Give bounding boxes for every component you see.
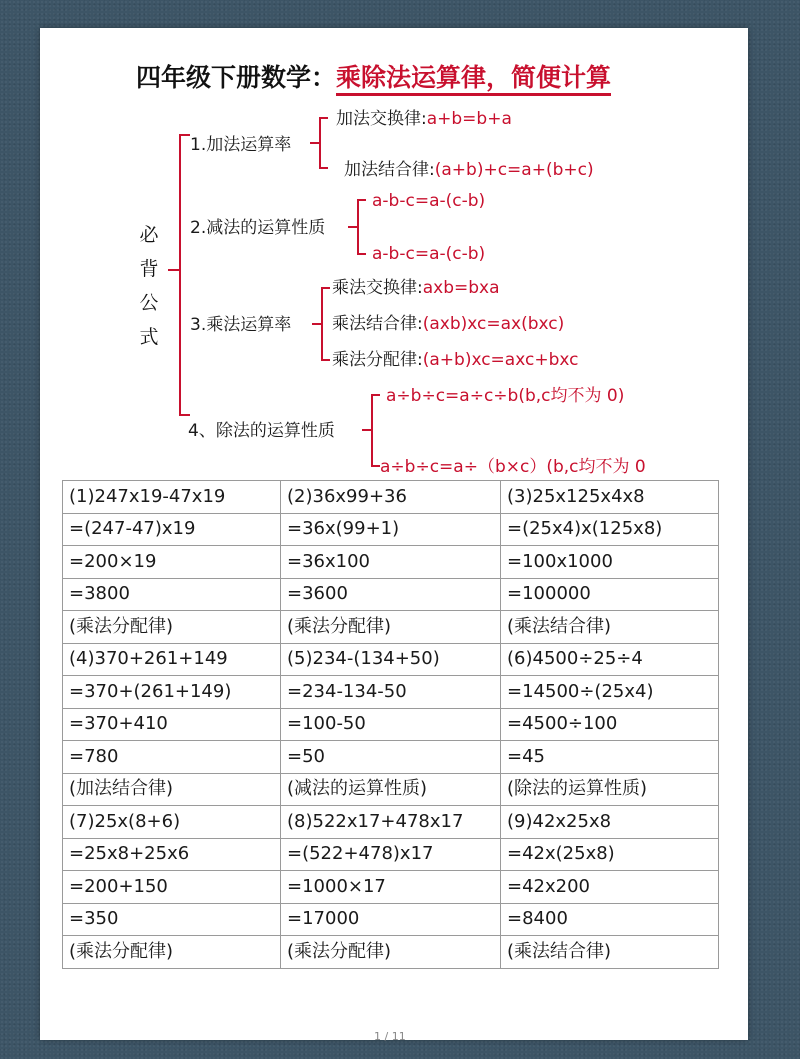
table-row — [63, 741, 719, 774]
step-rewrite: =370+(261+149) — [63, 676, 281, 709]
side-label-char: 必 — [139, 224, 159, 246]
table-row — [63, 481, 719, 514]
mul-dist-label: 乘法分配律: — [332, 350, 423, 370]
step-rewrite: =(247-47)x19 — [63, 513, 281, 546]
table-row — [63, 546, 719, 579]
mul-heading: 3.乘法运算率 — [190, 315, 292, 335]
step-intermediate: =100-50 — [281, 708, 501, 741]
title-prefix: 四年级下册数学： — [136, 63, 337, 92]
step-rewrite: =36x(99+1) — [281, 513, 501, 546]
problem-expression: (1)247x19-47x19 — [63, 481, 281, 514]
mul-dist-rule — [332, 350, 578, 370]
table-row — [63, 773, 719, 806]
problem-expression: (7)25x(8+6) — [63, 806, 281, 839]
mul-bracket — [322, 288, 330, 360]
add-assoc-label: 加法结合律: — [344, 160, 435, 180]
law-name: (乘法分配律) — [281, 936, 501, 969]
add-commute-formula: a+b=b+a — [426, 109, 512, 129]
mul-commute-label: 乘法交换律: — [332, 278, 423, 298]
problem-expression: (8)522x17+478x17 — [281, 806, 501, 839]
law-name: (乘法分配律) — [63, 936, 281, 969]
side-label-char: 背 — [139, 258, 159, 280]
div-rule-1: a÷b÷c=a÷c÷b(b,c均不为 0) — [386, 386, 625, 406]
problem-expression: (2)36x99+36 — [281, 481, 501, 514]
table-row — [63, 643, 719, 676]
div-rule-2: a÷b÷c=a÷（b×c）(b,c均不为 0 — [380, 457, 646, 477]
sub-heading: 2.减法的运算性质 — [190, 218, 326, 238]
add-heading: 1.加法运算率 — [190, 135, 292, 155]
step-result: =3600 — [281, 578, 501, 611]
step-result: =100000 — [501, 578, 719, 611]
mul-assoc-rule — [332, 314, 564, 334]
problem-expression: (5)234-(134+50) — [281, 643, 501, 676]
add-commute-rule — [336, 109, 512, 129]
add-commute-label: 加法交换律: — [336, 109, 427, 129]
law-name: (乘法分配律) — [63, 611, 281, 644]
mul-assoc-label: 乘法结合律: — [332, 314, 423, 334]
step-result: =780 — [63, 741, 281, 774]
page-number: 1 / 11 — [374, 1030, 406, 1043]
side-label-char: 公 — [139, 292, 159, 314]
table-row — [63, 513, 719, 546]
step-result: =350 — [63, 903, 281, 936]
step-rewrite: =(25x4)x(125x8) — [501, 513, 719, 546]
main-bracket — [180, 135, 190, 415]
mul-commute-formula: axb=bxa — [422, 278, 500, 298]
add-bracket — [320, 118, 328, 168]
problem-expression: (6)4500÷25÷4 — [501, 643, 719, 676]
sub-rule-2: a-b-c=a-(c-b) — [372, 244, 486, 264]
table-row — [63, 676, 719, 709]
step-intermediate: =4500÷100 — [501, 708, 719, 741]
mul-dist-formula: (a+b)xc=axc+bxc — [422, 350, 579, 370]
table-row — [63, 708, 719, 741]
worked-problems-table — [62, 480, 719, 969]
law-name: (减法的运算性质) — [281, 773, 501, 806]
problem-expression: (4)370+261+149 — [63, 643, 281, 676]
side-label-vertical — [138, 218, 160, 354]
table-row — [63, 806, 719, 839]
title-highlight: 乘除法运算律，简便计算 — [336, 63, 611, 96]
mul-commute-rule — [332, 278, 500, 298]
problem-expression: (9)42x25x8 — [501, 806, 719, 839]
table-row — [63, 903, 719, 936]
step-rewrite: =14500÷(25x4) — [501, 676, 719, 709]
law-name: (乘法结合律) — [501, 611, 719, 644]
law-name: (加法结合律) — [63, 773, 281, 806]
step-intermediate: =1000×17 — [281, 871, 501, 904]
mul-assoc-formula: (axb)xc=ax(bxc) — [422, 314, 565, 334]
step-intermediate: =370+410 — [63, 708, 281, 741]
div-heading: 4、除法的运算性质 — [188, 421, 335, 441]
sub-bracket — [358, 200, 366, 254]
step-result: =3800 — [63, 578, 281, 611]
step-intermediate: =200×19 — [63, 546, 281, 579]
law-name: (乘法结合律) — [501, 936, 719, 969]
step-intermediate: =200+150 — [63, 871, 281, 904]
step-intermediate: =100x1000 — [501, 546, 719, 579]
add-assoc-rule — [344, 160, 594, 180]
step-result: =45 — [501, 741, 719, 774]
step-result: =17000 — [281, 903, 501, 936]
law-name: (除法的运算性质) — [501, 773, 719, 806]
table-row — [63, 871, 719, 904]
side-label-char: 式 — [139, 326, 159, 348]
step-rewrite: =(522+478)x17 — [281, 838, 501, 871]
step-result: =8400 — [501, 903, 719, 936]
div-bracket — [372, 395, 380, 466]
step-intermediate: =36x100 — [281, 546, 501, 579]
sub-rule-1: a-b-c=a-(c-b) — [372, 191, 486, 211]
add-assoc-formula: (a+b)+c=a+(b+c) — [434, 160, 594, 180]
table-row — [63, 611, 719, 644]
step-rewrite: =42x(25x8) — [501, 838, 719, 871]
step-result: =50 — [281, 741, 501, 774]
step-rewrite: =234-134-50 — [281, 676, 501, 709]
table-row — [63, 838, 719, 871]
step-intermediate: =42x200 — [501, 871, 719, 904]
problem-expression: (3)25x125x4x8 — [501, 481, 719, 514]
table-row — [63, 936, 719, 969]
table-row — [63, 578, 719, 611]
law-name: (乘法分配律) — [281, 611, 501, 644]
step-rewrite: =25x8+25x6 — [63, 838, 281, 871]
